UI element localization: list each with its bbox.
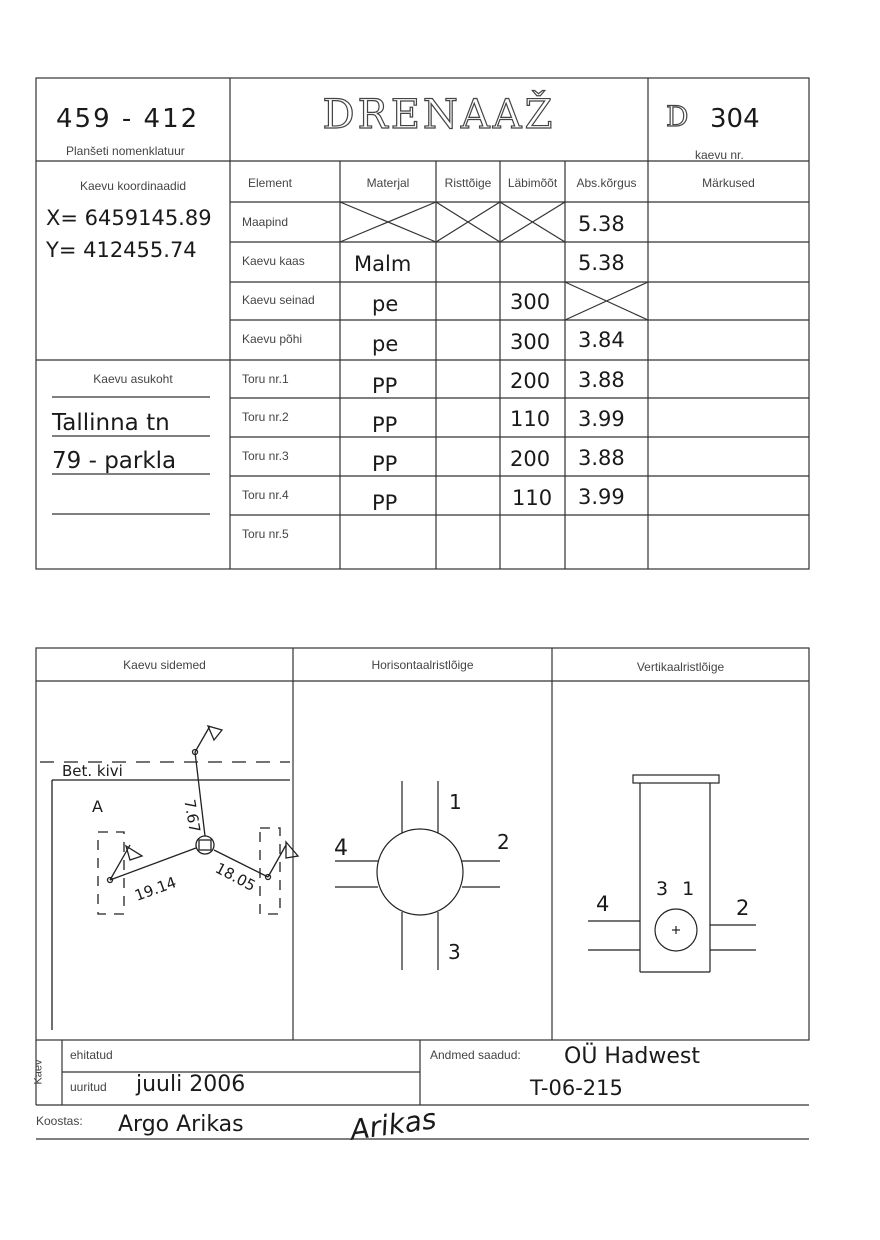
andmed-label: Andmed saadud: — [430, 1048, 521, 1062]
pipe-number-3: 3 — [448, 940, 461, 964]
location-label: Kaevu asukoht — [93, 372, 173, 386]
row-diameter: 200 — [510, 447, 551, 471]
row-height: 3.84 — [578, 328, 625, 352]
row-diameter: 300 — [510, 290, 551, 314]
bet-kivi-label: Bet. kivi — [62, 762, 123, 780]
pipe-number-4: 4 — [334, 836, 348, 861]
row-element: Toru nr.1 — [242, 372, 289, 386]
row-element: Toru nr.2 — [242, 410, 289, 424]
row-height: 3.99 — [578, 485, 625, 509]
sheet-label: Planšeti nomenklatuur — [66, 144, 185, 158]
well-number: 304 — [710, 104, 760, 134]
location-line2: 79 - parkla — [52, 448, 177, 474]
col-header-material: Materjal — [366, 176, 410, 190]
sheet-number: 459 - 412 — [56, 104, 200, 134]
row-element: Toru nr.5 — [242, 527, 289, 541]
pipe-number-1: 1 — [449, 790, 462, 814]
ehitatud-label: ehitatud — [70, 1048, 113, 1062]
row-height: 5.38 — [578, 251, 625, 275]
vertical-section-drawing — [588, 775, 756, 972]
row-diameter: 110 — [512, 486, 553, 510]
row-material: PP — [372, 374, 398, 398]
row-material: PP — [372, 491, 398, 515]
well-number-label: kaevu nr. — [695, 148, 744, 162]
pipe-number-mid: 3 1 — [656, 878, 699, 900]
signature: Arikas — [348, 1102, 439, 1147]
section-vertical-label: Vertikaalristlõige — [636, 660, 725, 674]
koostas-value: Argo Arikas — [118, 1112, 244, 1137]
pipe-number-right: 2 — [736, 896, 750, 920]
distance-1: 7.67 — [180, 798, 204, 835]
row-height: 3.99 — [578, 407, 625, 431]
coords-label: Kaevu koordinaadid — [79, 179, 187, 193]
col-header-notes: Märkused — [702, 176, 755, 190]
location-line1: Tallinna tn — [52, 410, 170, 436]
distance-2: 19.14 — [132, 873, 179, 905]
horizontal-section-drawing — [335, 781, 500, 970]
row-element: Toru nr.3 — [242, 449, 289, 463]
row-diameter: 300 — [510, 330, 551, 354]
coord-x: X= 6459145.89 — [46, 206, 212, 230]
page-title: DRENAAŽ — [322, 92, 556, 138]
row-element: Maapind — [242, 215, 289, 229]
row-element: Kaevu kaas — [242, 254, 305, 268]
distance-3: 18.05 — [212, 858, 259, 896]
pipe-number-2: 2 — [497, 830, 510, 854]
row-diameter: 110 — [510, 407, 551, 431]
andmed-line1: OÜ Hadwest — [564, 1044, 701, 1069]
row-diameter: 200 — [510, 369, 551, 393]
row-material: Malm — [354, 252, 412, 276]
col-header-height: Abs.kõrgus — [576, 176, 637, 190]
coord-y: Y= 412455.74 — [46, 238, 197, 262]
row-height: 5.38 — [578, 212, 625, 236]
section-horizontal-label: Horisontaalristlõige — [371, 658, 474, 672]
kaev-label: Kaev — [32, 1059, 45, 1085]
row-element: Kaevu seinad — [242, 293, 315, 307]
a-label: A — [92, 797, 103, 816]
row-material: pe — [372, 292, 399, 316]
code-letter: D — [666, 100, 689, 133]
row-material: PP — [372, 413, 398, 437]
col-header-diameter: Läbimõõt — [507, 176, 558, 190]
uuritud-value: juuli 2006 — [136, 1072, 246, 1097]
uuritud-label: uuritud — [70, 1080, 107, 1094]
koostas-label: Koostas: — [36, 1114, 83, 1128]
col-header-cross: Risttõige — [444, 176, 492, 190]
andmed-line2: T-06-215 — [530, 1076, 623, 1100]
row-height: 3.88 — [578, 446, 625, 470]
pipe-number-left: 4 — [596, 892, 610, 916]
section-links-label: Kaevu sidemed — [123, 658, 206, 672]
row-element: Toru nr.4 — [242, 488, 289, 502]
row-height: 3.88 — [578, 368, 625, 392]
row-material: pe — [372, 332, 399, 356]
row-material: PP — [372, 452, 398, 476]
col-header-element: Element — [247, 176, 293, 190]
row-element: Kaevu põhi — [242, 332, 303, 346]
